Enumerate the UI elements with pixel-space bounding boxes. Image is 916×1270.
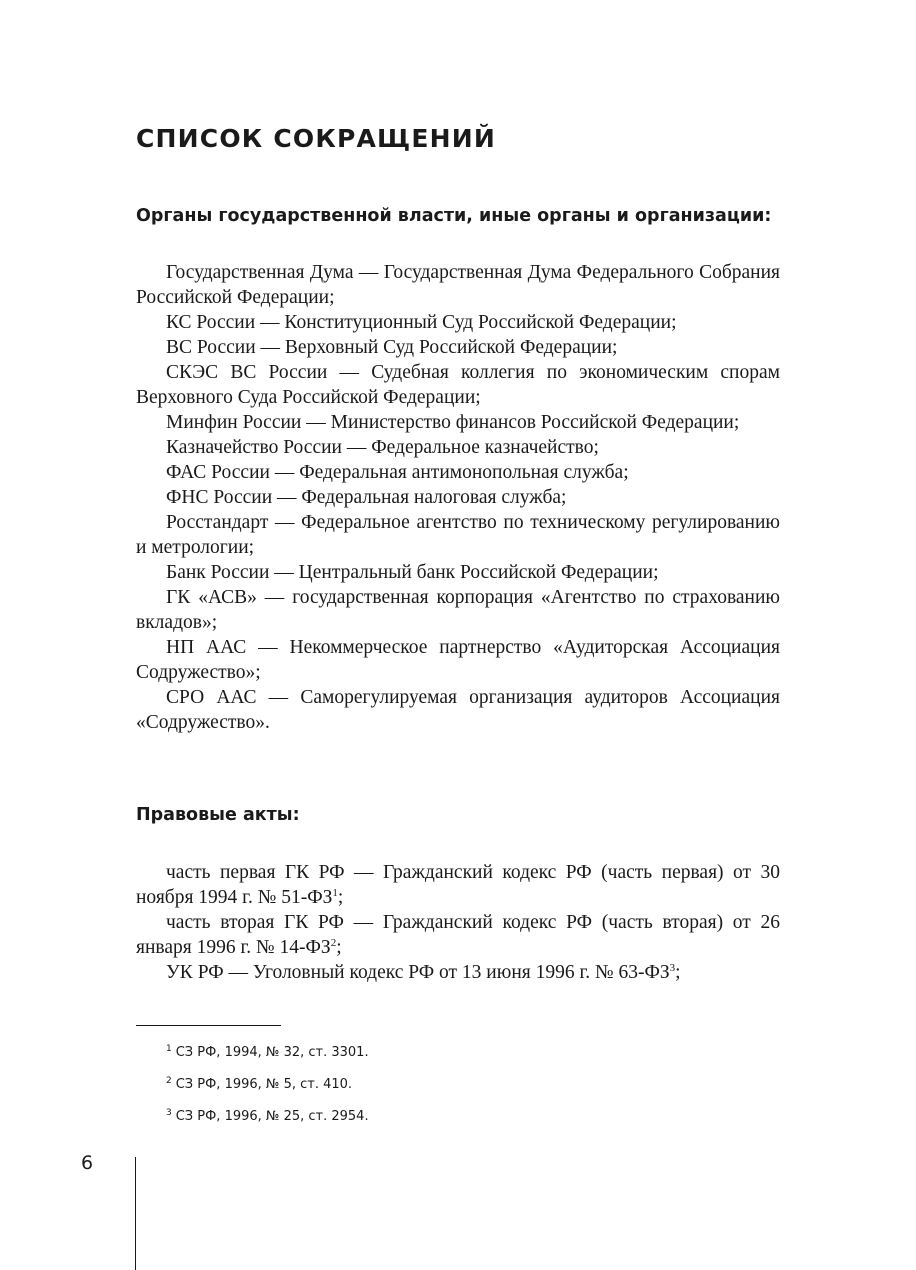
abbreviation-entry: Минфин России — Министерство финансов Российской Федерации; [166,412,740,433]
page-title: СПИСОК СОКРАЩЕНИЙ [136,124,497,153]
legal-acts-list [136,860,780,985]
footnote-mark: 1 [166,1044,172,1054]
footnote-mark: 3 [166,1108,172,1118]
legal-act-text: часть первая ГК РФ — Гражданский кодекс РФ (часть первая) от 30 ноября 1994 г. № 51-ФЗ [136,862,780,908]
entry-punctuation: ; [337,887,344,908]
abbreviation-entry: СКЭС ВС России — Судебная коллегия по экономическим спорам Верховного Суда Российской Федерации; [136,362,780,408]
footnote-separator [136,1025,281,1026]
footnote [166,1072,369,1094]
legal-act-entry [136,960,780,985]
footnotes [166,1040,369,1136]
entry-punctuation: ; [336,937,342,958]
footnote-mark: 2 [166,1076,172,1086]
abbreviation-entry: Росстандарт — Федеральное агентство по техническому регулированию и метрологии; [136,512,780,558]
abbreviation-entry: Банк России — Центральный банк Российской Федерации; [166,562,659,583]
abbreviation-entry: НП ААС — Некоммерческое партнерство «Аудиторская Ассоциация Содружество»; [136,637,780,683]
abbreviation-entry: ФНС России — Федеральная налоговая служба; [166,487,567,508]
entry-punctuation: ; [675,962,681,983]
legal-act-text: часть вторая ГК РФ — Гражданский кодекс РФ (часть вторая) от 26 января 1996 г. № 14-ФЗ [136,912,780,958]
organizations-list [136,260,780,735]
abbreviation-entry: СРО ААС — Саморегулируемая организация аудиторов Ассоциация «Содружество». [136,687,780,733]
abbreviation-entry: ГК «АСВ» — государственная корпорация «Агентство по страхованию вкладов»; [136,587,780,633]
footnote-reference[interactable]: 2 [330,937,337,949]
abbreviation-entry: ФАС России — Федеральная антимонопольная служба; [166,462,629,483]
abbreviation-entry: ВС России — Верховный Суд Российской Федерации; [166,337,618,358]
footnote [166,1104,369,1126]
footnote-reference[interactable]: 1 [332,887,338,899]
legal-act-entry [136,860,780,910]
footnote-text: СЗ РФ, 1994, № 32, ст. 3301. [175,1045,369,1060]
section-heading-legal-acts: Правовые акты: [136,805,300,825]
abbreviation-entry: КС России — Конституционный Суд Российской Федерации; [166,312,677,333]
legal-act-entry [136,910,780,960]
margin-rule [135,1157,136,1270]
abbreviation-entry: Государственная Дума — Государственная Дума Федерального Собрания Российской Федерации; [136,262,780,308]
abbreviation-entry: Казначейство России — Федеральное казначейство; [166,437,599,458]
footnote [166,1040,369,1062]
footnote-reference[interactable]: 3 [669,962,676,974]
legal-act-text: УК РФ — Уголовный кодекс РФ от 13 июня 1996 г. № 63-ФЗ [166,962,670,983]
footnote-text: СЗ РФ, 1996, № 5, ст. 410. [175,1077,353,1092]
page-number: 6 [81,1152,94,1174]
section-heading-organizations: Органы государственной власти, иные органы и организации: [136,206,772,226]
footnote-text: СЗ РФ, 1996, № 25, ст. 2954. [175,1109,369,1124]
